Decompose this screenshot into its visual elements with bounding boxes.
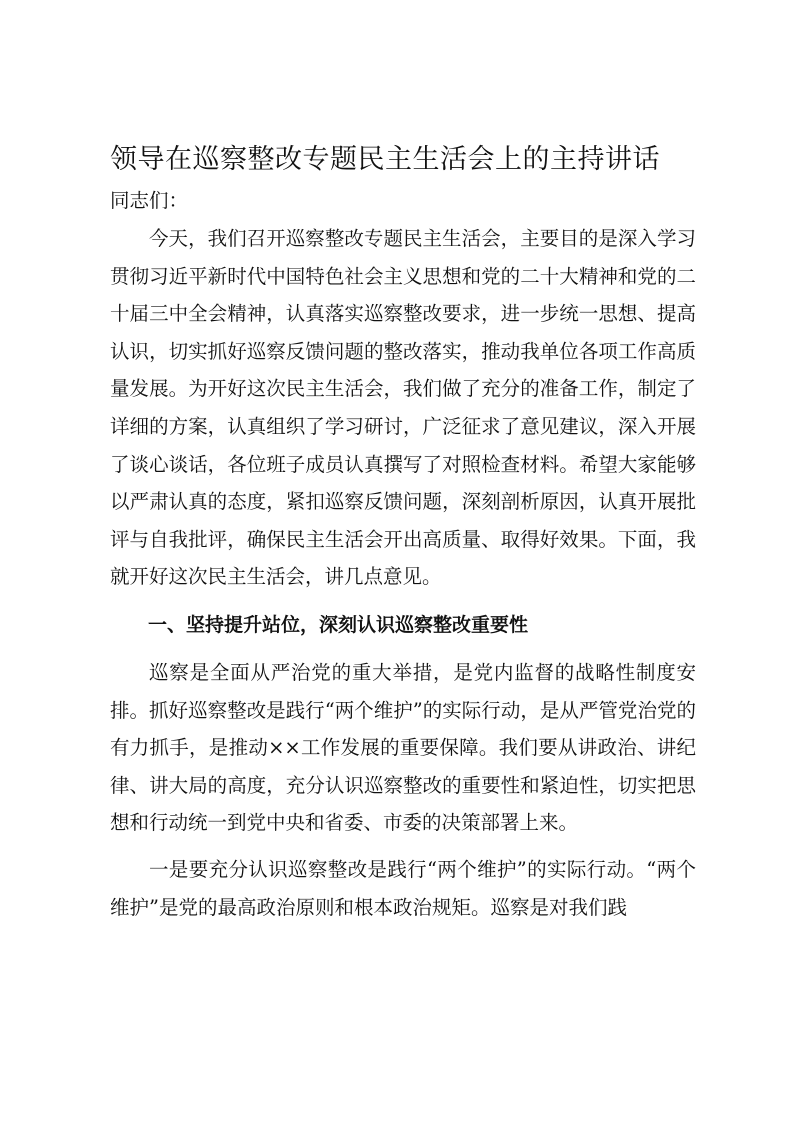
- section-1-paragraph-1: 巡察是全面从严治党的重大举措，是党内监督的战略性制度安排。抓好巡察整改是践行“两个维护”的实际行动，是从严管党治党的有力抓手，是推动××工作发展的重要保障。我们要从讲政治、讲纪律、讲大局的高度，充分认识巡察整改的重要性和紧迫性，切实把思想和行动统一到党中央和省委、市委的决策部署上来。: [110, 660, 696, 835]
- intro-paragraph: 今天，我们召开巡察整改专题民主生活会，主要目的是深入学习贯彻习近平新时代中国特色社会主义思想和党的二十大精神和党的二十届三中全会精神，认真落实巡察整改要求，进一步统一思想、提高认识，切实抓好巡察反馈问题的整改落实，推动我单位各项工作高质量发展。为开好这次民主生活会，我们做了充分的准备工作，制定了详细的方案，认真组织了学习研讨，广泛征求了意见建议，深入开展了谈心谈话，各位班子成员认真撰写了对照检查材料。希望大家能够以严肃认真的态度，紧扣巡察反馈问题，深刻剖析原因，认真开展批评与自我批评，确保民主生活会开出高质量、取得好效果。下面，我就开好这次民主生活会，讲几点意见。: [110, 227, 696, 589]
- salutation: 同志们：: [110, 189, 189, 212]
- section-1-paragraph-2: 一是要充分认识巡察整改是践行“两个维护”的实际行动。“两个维护”是党的最高政治原则和根本政治规矩。巡察是对我们践: [110, 857, 696, 919]
- document-title: 领导在巡察整改专题民主生活会上的主持讲话: [110, 144, 660, 175]
- section-heading-1: 一、坚持提升站位，深刻认识巡察整改重要性: [148, 613, 529, 636]
- document-page: [110, 138, 696, 935]
